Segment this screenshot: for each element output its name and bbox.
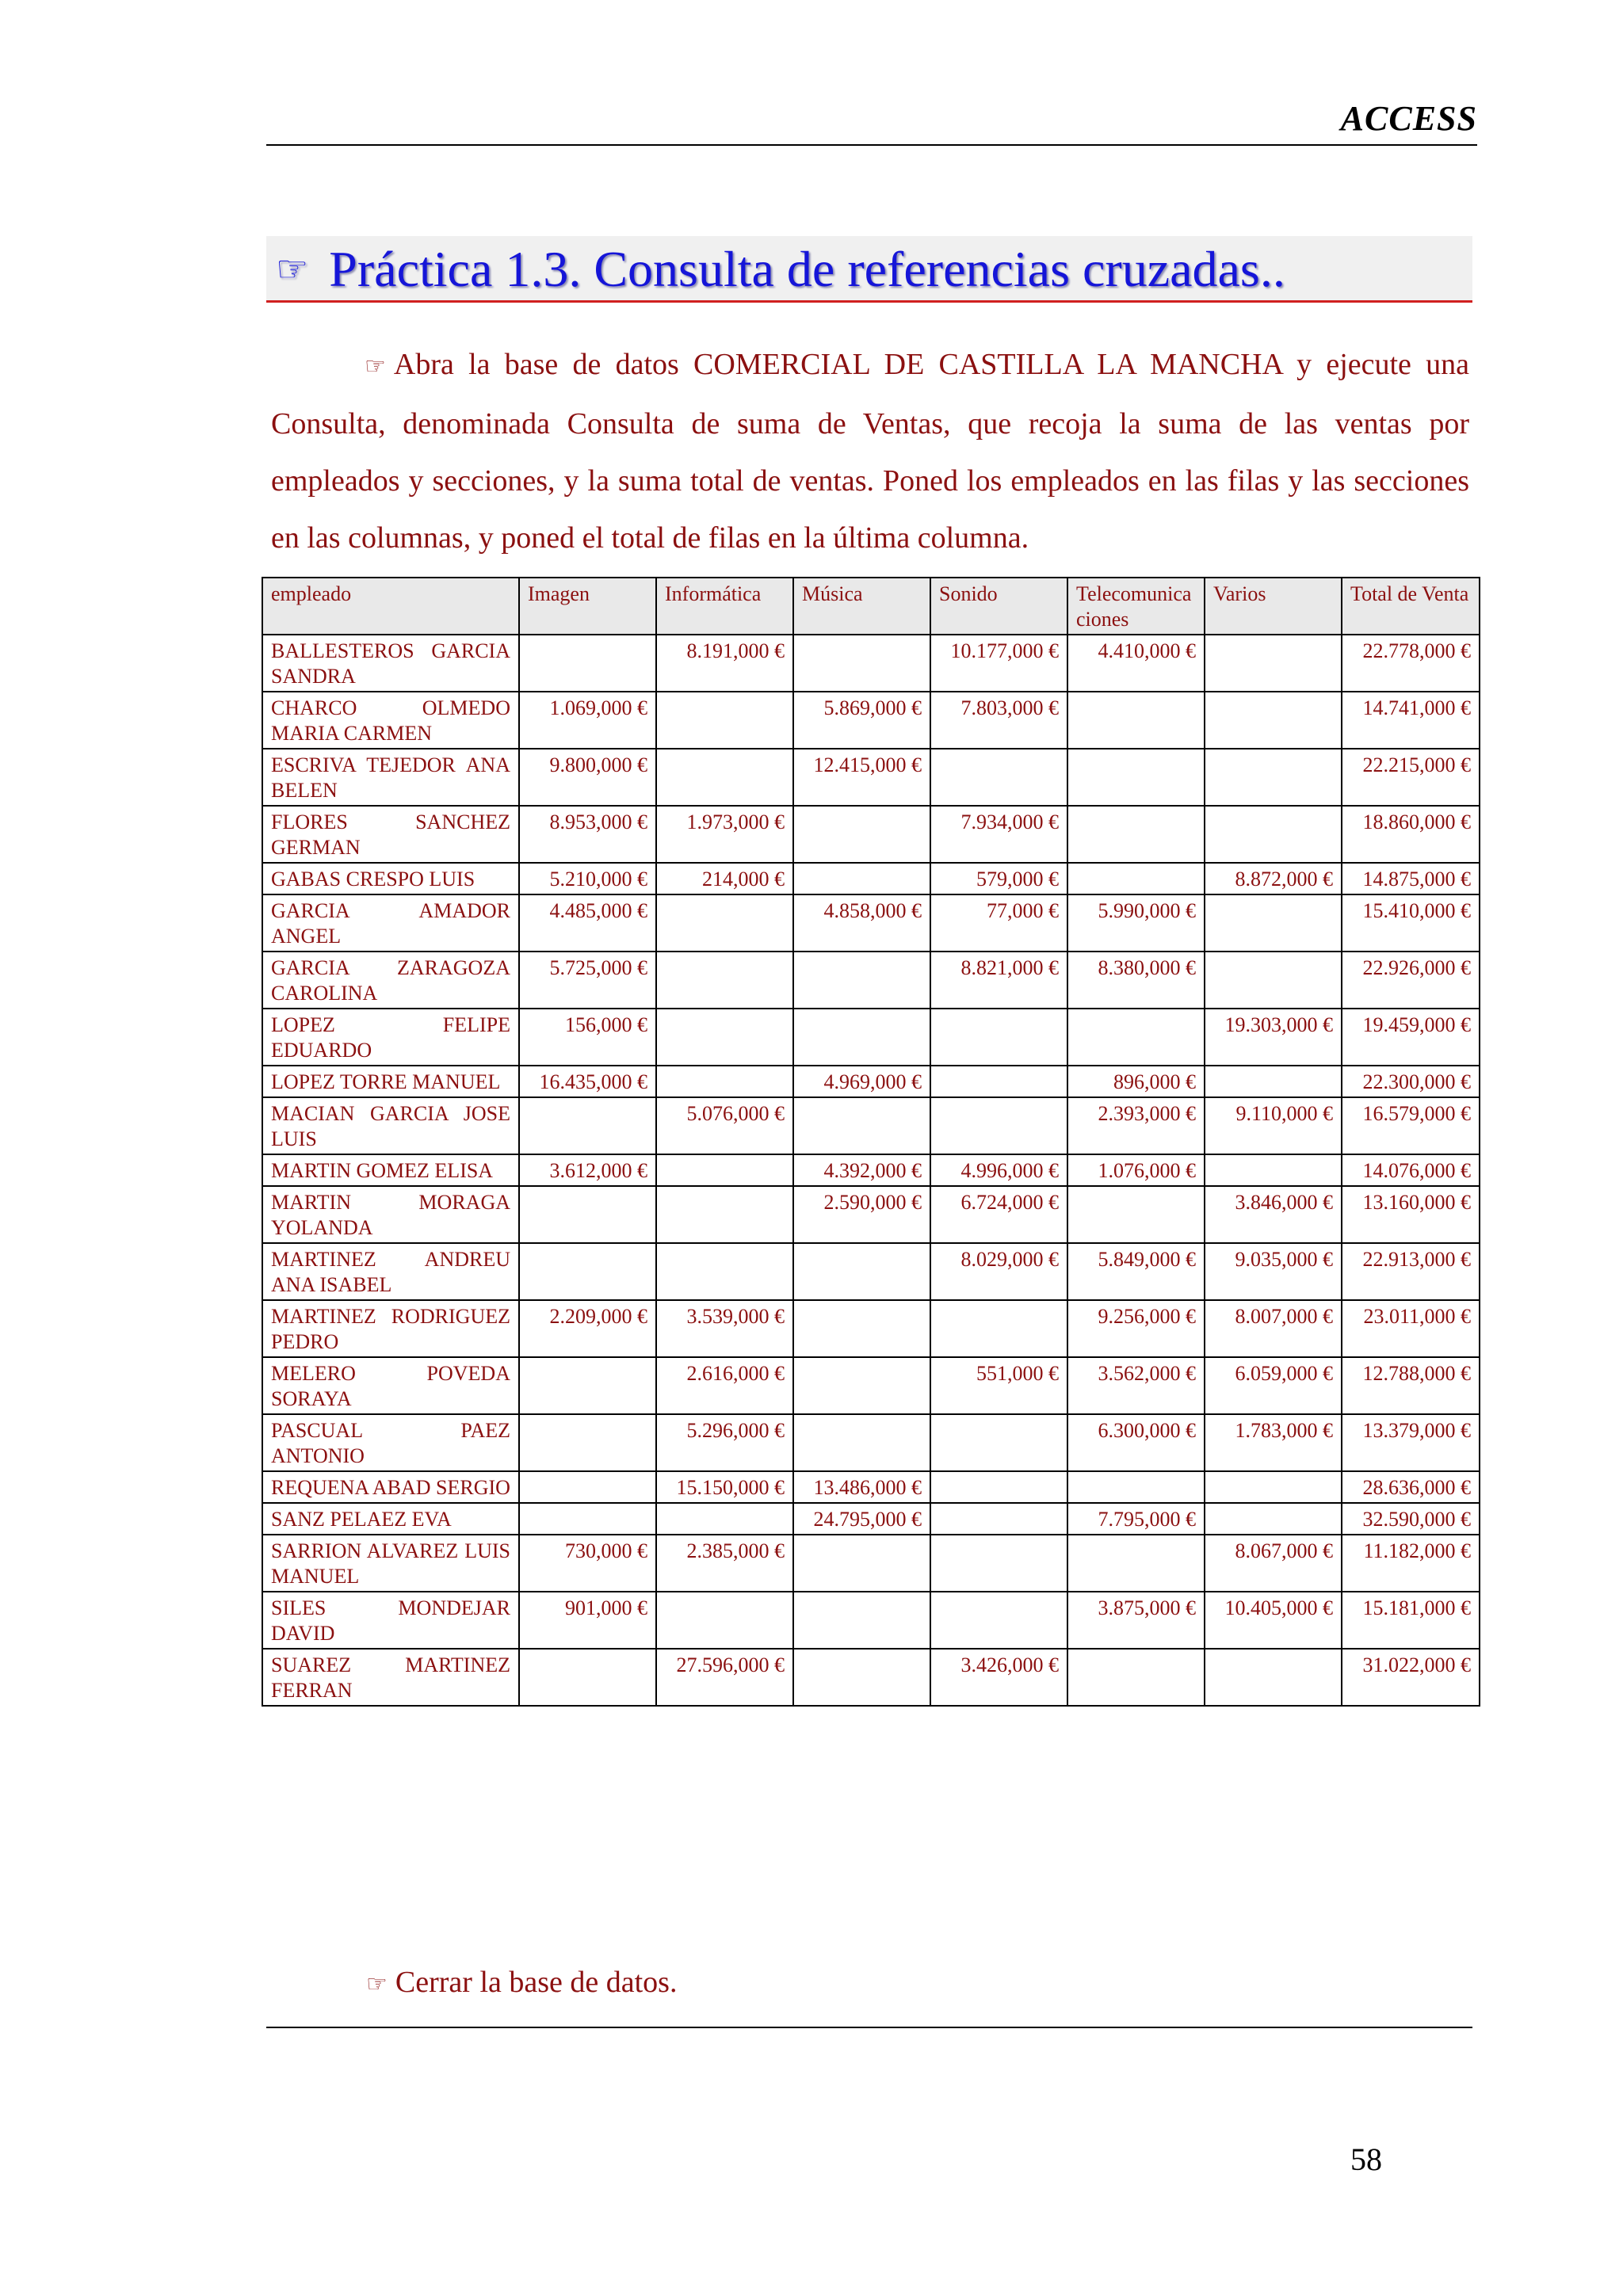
sales-value-cell: 22.300,000 € — [1342, 1066, 1480, 1097]
sales-value-cell: 16.435,000 € — [519, 1066, 656, 1097]
sales-value-cell: 579,000 € — [930, 863, 1067, 894]
employee-name-cell: MACIAN GARCIA JOSE LUIS — [262, 1097, 519, 1154]
column-header: Sonido — [930, 578, 1067, 635]
employee-name-cell: MELERO POVEDA SORAYA — [262, 1357, 519, 1414]
employee-name-cell: SUAREZ MARTINEZ FERRAN — [262, 1649, 519, 1706]
sales-value-cell — [930, 1066, 1067, 1097]
sales-value-cell — [519, 1471, 656, 1503]
sales-value-cell — [519, 1503, 656, 1535]
table-row — [262, 863, 1480, 894]
sales-value-cell — [1205, 749, 1342, 806]
sales-value-cell — [519, 1186, 656, 1243]
column-header: Informática — [656, 578, 793, 635]
sales-value-cell — [656, 1154, 793, 1186]
sales-value-cell — [793, 1592, 930, 1649]
sales-value-cell — [519, 1097, 656, 1154]
sales-value-cell — [1205, 635, 1342, 692]
sales-table-container — [262, 577, 1480, 1707]
sales-value-cell: 5.210,000 € — [519, 863, 656, 894]
employee-name-cell: MARTINEZ ANDREU ANA ISABEL — [262, 1243, 519, 1300]
sales-value-cell: 3.426,000 € — [930, 1649, 1067, 1706]
employee-name-cell: CHARCO OLMEDO MARIA CARMEN — [262, 692, 519, 749]
pointing-hand-icon: ☞ — [366, 1971, 388, 1997]
sales-value-cell: 13.486,000 € — [793, 1471, 930, 1503]
sales-value-cell — [1067, 1009, 1205, 1066]
pointing-hand-icon: ☞ — [365, 353, 386, 379]
running-header: ACCESS — [1340, 99, 1477, 138]
sales-value-cell — [930, 749, 1067, 806]
sales-value-cell: 4.485,000 € — [519, 894, 656, 952]
sales-value-cell — [1067, 749, 1205, 806]
table-row — [262, 1649, 1480, 1706]
sales-value-cell — [793, 1414, 930, 1471]
table-row — [262, 1243, 1480, 1300]
sales-value-cell — [656, 749, 793, 806]
sales-value-cell — [1205, 1154, 1342, 1186]
sales-value-cell: 9.110,000 € — [1205, 1097, 1342, 1154]
table-row — [262, 749, 1480, 806]
employee-name-cell: MARTIN MORAGA YOLANDA — [262, 1186, 519, 1243]
sales-value-cell: 8.872,000 € — [1205, 863, 1342, 894]
table-row — [262, 1592, 1480, 1649]
sales-value-cell — [519, 1649, 656, 1706]
sales-value-cell: 2.616,000 € — [656, 1357, 793, 1414]
section-heading — [266, 236, 1472, 303]
sales-value-cell: 19.303,000 € — [1205, 1009, 1342, 1066]
sales-value-cell — [793, 1300, 930, 1357]
sales-value-cell — [930, 1535, 1067, 1592]
sales-value-cell — [656, 692, 793, 749]
sales-value-cell: 5.725,000 € — [519, 952, 656, 1009]
sales-value-cell — [1067, 1649, 1205, 1706]
sales-value-cell: 3.562,000 € — [1067, 1357, 1205, 1414]
sales-value-cell — [1205, 1066, 1342, 1097]
table-row — [262, 952, 1480, 1009]
employee-name-cell: GARCIA ZARAGOZA CAROLINA — [262, 952, 519, 1009]
closing-instruction — [366, 1965, 677, 2000]
sales-value-cell: 901,000 € — [519, 1592, 656, 1649]
sales-value-cell: 1.973,000 € — [656, 806, 793, 863]
sales-value-cell: 8.067,000 € — [1205, 1535, 1342, 1592]
sales-value-cell: 896,000 € — [1067, 1066, 1205, 1097]
column-header: Total de Venta — [1342, 578, 1480, 635]
sales-value-cell: 14.875,000 € — [1342, 863, 1480, 894]
sales-value-cell: 8.029,000 € — [930, 1243, 1067, 1300]
sales-value-cell: 4.392,000 € — [793, 1154, 930, 1186]
sales-value-cell: 10.177,000 € — [930, 635, 1067, 692]
sales-value-cell: 31.022,000 € — [1342, 1649, 1480, 1706]
sales-value-cell: 13.379,000 € — [1342, 1414, 1480, 1471]
sales-value-cell: 2.209,000 € — [519, 1300, 656, 1357]
sales-value-cell: 13.160,000 € — [1342, 1186, 1480, 1243]
section-title-text: Práctica 1.3. Consulta de referencias cruzadas.. — [329, 241, 1285, 297]
sales-value-cell: 9.800,000 € — [519, 749, 656, 806]
sales-crosstab-table — [262, 577, 1480, 1707]
sales-value-cell: 5.076,000 € — [656, 1097, 793, 1154]
sales-value-cell: 5.849,000 € — [1067, 1243, 1205, 1300]
table-row — [262, 894, 1480, 952]
table-row — [262, 1066, 1480, 1097]
page-number: 58 — [1350, 2142, 1382, 2177]
table-row — [262, 806, 1480, 863]
sales-value-cell: 9.035,000 € — [1205, 1243, 1342, 1300]
employee-name-cell: PASCUAL PAEZ ANTONIO — [262, 1414, 519, 1471]
sales-value-cell: 14.741,000 € — [1342, 692, 1480, 749]
sales-value-cell — [1067, 863, 1205, 894]
employee-name-cell: MARTINEZ RODRIGUEZ PEDRO — [262, 1300, 519, 1357]
sales-value-cell — [930, 1471, 1067, 1503]
sales-value-cell — [656, 1009, 793, 1066]
table-row — [262, 1154, 1480, 1186]
sales-value-cell: 6.300,000 € — [1067, 1414, 1205, 1471]
intro-text: Abra la base de datos COMERCIAL DE CASTILLA LA MANCHA y ejecute una Consulta, denominada Consulta de suma de Ventas, que recoja la suma de las ventas por empleados y secciones, y la suma total de ventas. Poned los empleados en las filas y las secciones en las columnas, y poned el total de filas en la última columna. — [271, 348, 1469, 555]
sales-value-cell — [1067, 692, 1205, 749]
sales-value-cell — [1205, 692, 1342, 749]
sales-value-cell — [793, 1097, 930, 1154]
sales-value-cell — [930, 1009, 1067, 1066]
employee-name-cell: SARRION ALVAREZ LUIS MANUEL — [262, 1535, 519, 1592]
sales-value-cell — [519, 1414, 656, 1471]
sales-value-cell: 1.069,000 € — [519, 692, 656, 749]
sales-value-cell — [1205, 1503, 1342, 1535]
header-rule — [266, 144, 1477, 146]
sales-value-cell — [930, 1300, 1067, 1357]
sales-value-cell: 156,000 € — [519, 1009, 656, 1066]
sales-value-cell — [519, 1243, 656, 1300]
sales-value-cell: 4.996,000 € — [930, 1154, 1067, 1186]
sales-value-cell: 77,000 € — [930, 894, 1067, 952]
employee-name-cell: LOPEZ TORRE MANUEL — [262, 1066, 519, 1097]
intro-paragraph — [271, 336, 1469, 566]
column-header: Varios — [1205, 578, 1342, 635]
table-row — [262, 692, 1480, 749]
employee-name-cell: LOPEZ FELIPE EDUARDO — [262, 1009, 519, 1066]
sales-value-cell: 15.410,000 € — [1342, 894, 1480, 952]
sales-value-cell: 5.990,000 € — [1067, 894, 1205, 952]
sales-value-cell — [656, 952, 793, 1009]
sales-value-cell — [519, 1357, 656, 1414]
table-row — [262, 1503, 1480, 1535]
sales-value-cell: 5.869,000 € — [793, 692, 930, 749]
sales-value-cell: 3.539,000 € — [656, 1300, 793, 1357]
sales-value-cell: 6.724,000 € — [930, 1186, 1067, 1243]
sales-value-cell: 8.953,000 € — [519, 806, 656, 863]
sales-value-cell: 22.778,000 € — [1342, 635, 1480, 692]
sales-value-cell — [1205, 806, 1342, 863]
sales-value-cell: 16.579,000 € — [1342, 1097, 1480, 1154]
sales-value-cell: 730,000 € — [519, 1535, 656, 1592]
sales-value-cell: 32.590,000 € — [1342, 1503, 1480, 1535]
sales-value-cell — [656, 1066, 793, 1097]
sales-value-cell: 10.405,000 € — [1205, 1592, 1342, 1649]
employee-name-cell: SANZ PELAEZ EVA — [262, 1503, 519, 1535]
sales-value-cell — [1205, 952, 1342, 1009]
section-title — [276, 239, 1285, 299]
table-row — [262, 1471, 1480, 1503]
sales-value-cell: 551,000 € — [930, 1357, 1067, 1414]
employee-name-cell: REQUENA ABAD SERGIO — [262, 1471, 519, 1503]
sales-value-cell: 2.385,000 € — [656, 1535, 793, 1592]
sales-value-cell: 18.860,000 € — [1342, 806, 1480, 863]
sales-value-cell: 2.590,000 € — [793, 1186, 930, 1243]
sales-value-cell — [930, 1097, 1067, 1154]
sales-value-cell — [930, 1503, 1067, 1535]
sales-value-cell: 3.612,000 € — [519, 1154, 656, 1186]
employee-name-cell: ESCRIVA TEJEDOR ANA BELEN — [262, 749, 519, 806]
sales-value-cell — [1067, 1535, 1205, 1592]
sales-value-cell: 4.858,000 € — [793, 894, 930, 952]
sales-value-cell — [793, 1243, 930, 1300]
sales-value-cell: 7.803,000 € — [930, 692, 1067, 749]
sales-value-cell: 22.215,000 € — [1342, 749, 1480, 806]
table-row — [262, 1009, 1480, 1066]
sales-value-cell: 214,000 € — [656, 863, 793, 894]
pointing-hand-icon: ☞ — [276, 249, 309, 289]
sales-value-cell: 23.011,000 € — [1342, 1300, 1480, 1357]
sales-value-cell — [656, 1503, 793, 1535]
sales-value-cell: 7.795,000 € — [1067, 1503, 1205, 1535]
column-header: Telecomunicaciones — [1067, 578, 1205, 635]
sales-value-cell: 27.596,000 € — [656, 1649, 793, 1706]
sales-value-cell — [519, 635, 656, 692]
sales-value-cell: 4.969,000 € — [793, 1066, 930, 1097]
table-header-row — [262, 578, 1480, 635]
employee-name-cell: SILES MONDEJAR DAVID — [262, 1592, 519, 1649]
table-row — [262, 1357, 1480, 1414]
sales-value-cell: 12.415,000 € — [793, 749, 930, 806]
sales-value-cell — [793, 863, 930, 894]
sales-value-cell: 4.410,000 € — [1067, 635, 1205, 692]
sales-value-cell — [793, 952, 930, 1009]
sales-value-cell — [930, 1414, 1067, 1471]
table-row — [262, 1414, 1480, 1471]
sales-value-cell: 19.459,000 € — [1342, 1009, 1480, 1066]
sales-value-cell: 3.875,000 € — [1067, 1592, 1205, 1649]
sales-value-cell — [793, 1009, 930, 1066]
column-header: Imagen — [519, 578, 656, 635]
sales-value-cell — [793, 1535, 930, 1592]
sales-value-cell: 24.795,000 € — [793, 1503, 930, 1535]
sales-value-cell: 1.783,000 € — [1205, 1414, 1342, 1471]
sales-value-cell: 28.636,000 € — [1342, 1471, 1480, 1503]
sales-value-cell — [656, 1186, 793, 1243]
sales-value-cell: 5.296,000 € — [656, 1414, 793, 1471]
sales-value-cell — [1067, 806, 1205, 863]
sales-value-cell: 22.913,000 € — [1342, 1243, 1480, 1300]
column-header: Música — [793, 578, 930, 635]
closing-text: Cerrar la base de datos. — [395, 1966, 678, 1999]
sales-value-cell — [1067, 1186, 1205, 1243]
employee-name-cell: GARCIA AMADOR ANGEL — [262, 894, 519, 952]
sales-value-cell: 12.788,000 € — [1342, 1357, 1480, 1414]
sales-value-cell — [656, 1592, 793, 1649]
column-header: empleado — [262, 578, 519, 635]
sales-value-cell: 3.846,000 € — [1205, 1186, 1342, 1243]
sales-value-cell: 22.926,000 € — [1342, 952, 1480, 1009]
employee-name-cell: FLORES SANCHEZ GERMAN — [262, 806, 519, 863]
sales-value-cell — [930, 1592, 1067, 1649]
sales-value-cell — [1067, 1471, 1205, 1503]
sales-value-cell — [1205, 894, 1342, 952]
sales-value-cell: 6.059,000 € — [1205, 1357, 1342, 1414]
table-body — [262, 635, 1480, 1706]
employee-name-cell: MARTIN GOMEZ ELISA — [262, 1154, 519, 1186]
sales-value-cell: 14.076,000 € — [1342, 1154, 1480, 1186]
employee-name-cell: BALLESTEROS GARCIA SANDRA — [262, 635, 519, 692]
footer-rule — [266, 2027, 1472, 2028]
sales-value-cell — [793, 635, 930, 692]
sales-value-cell — [1205, 1471, 1342, 1503]
table-row — [262, 1300, 1480, 1357]
table-row — [262, 1186, 1480, 1243]
sales-value-cell — [656, 894, 793, 952]
sales-value-cell: 9.256,000 € — [1067, 1300, 1205, 1357]
sales-value-cell: 8.821,000 € — [930, 952, 1067, 1009]
sales-value-cell — [793, 806, 930, 863]
sales-value-cell: 8.191,000 € — [656, 635, 793, 692]
table-row — [262, 1535, 1480, 1592]
sales-value-cell — [1205, 1649, 1342, 1706]
employee-name-cell: GABAS CRESPO LUIS — [262, 863, 519, 894]
table-row — [262, 635, 1480, 692]
sales-value-cell: 8.007,000 € — [1205, 1300, 1342, 1357]
sales-value-cell — [656, 1243, 793, 1300]
sales-value-cell: 8.380,000 € — [1067, 952, 1205, 1009]
sales-value-cell: 7.934,000 € — [930, 806, 1067, 863]
sales-value-cell: 1.076,000 € — [1067, 1154, 1205, 1186]
sales-value-cell: 2.393,000 € — [1067, 1097, 1205, 1154]
sales-value-cell: 15.181,000 € — [1342, 1592, 1480, 1649]
sales-value-cell: 11.182,000 € — [1342, 1535, 1480, 1592]
table-row — [262, 1097, 1480, 1154]
sales-value-cell — [793, 1357, 930, 1414]
sales-value-cell: 15.150,000 € — [656, 1471, 793, 1503]
sales-value-cell — [793, 1649, 930, 1706]
